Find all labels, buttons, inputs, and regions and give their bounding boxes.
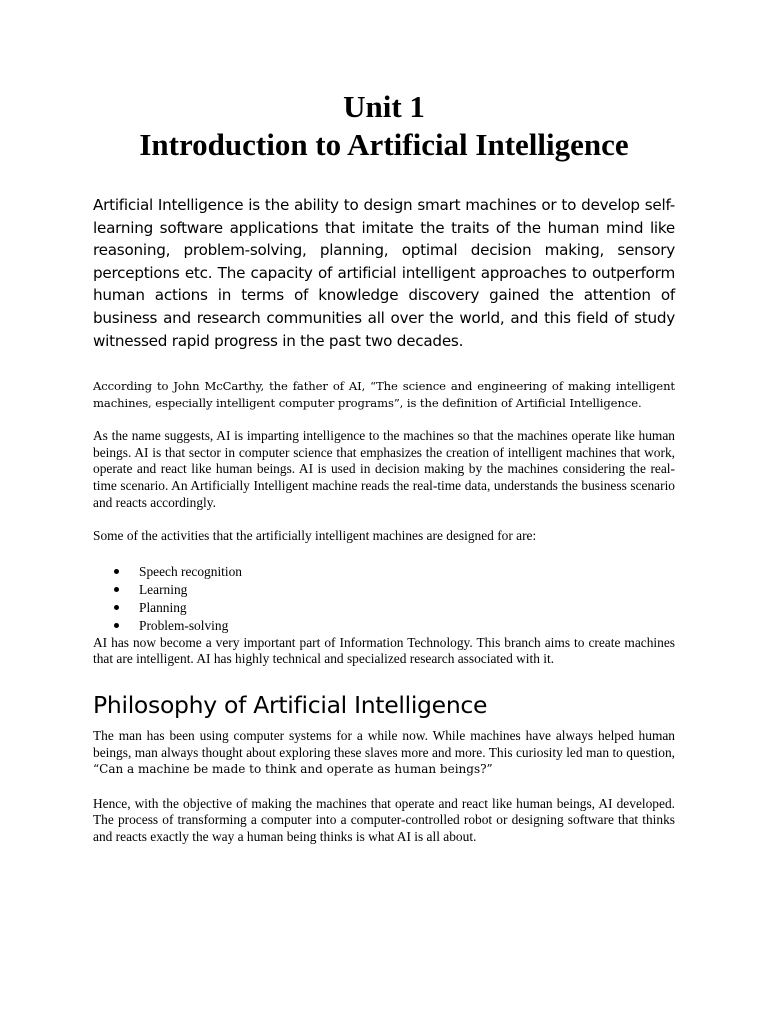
philosophy-paragraph-1 [93, 728, 675, 778]
list-item-label: Speech recognition [139, 563, 242, 579]
list-item [114, 599, 675, 617]
philosophy-paragraph-1-text: The man has been using computer systems for a while now. While machines have always helped human beings, man always thought about exploring these slaves more and more. This curiosity led man to question, [93, 727, 675, 760]
unit-title: Unit 1 [343, 89, 425, 124]
list-item [114, 617, 675, 635]
section-heading-philosophy: Philosophy of Artificial Intelligence [93, 690, 488, 719]
list-item [114, 563, 675, 581]
list-item-label: Problem-solving [139, 617, 229, 633]
bullet-icon [114, 605, 119, 610]
intro-paragraph: Artificial Intelligence is the ability to design smart machines or to develop self-learning software applications that imitate the traits of the human mind like reasoning, problem-solving, planning, optimal decision making, sensory perceptions etc. The capacity of artificial intelligent approaches to outperform human actions in terms of knowledge discovery gained the attention of business and research communities all over the world, and this field of study witnessed rapid progress in the past two decades. [93, 196, 675, 350]
chapter-title: Introduction to Artificial Intelligence [139, 127, 629, 162]
list-item [114, 581, 675, 599]
activities-intro: Some of the activities that the artificially intelligent machines are designed for are: [93, 528, 537, 544]
philosophy-paragraph-2: Hence, with the objective of making the machines that operate and react like human beings, AI developed. The process of transforming a computer into a computer-controlled robot or designing software that thinks and reacts exactly the way a human being thinks is what AI is all about. [93, 795, 675, 844]
mccarthy-quote-paragraph: According to John McCarthy, the father of AI, “The science and engineering of making intelligent machines, especially intelligent computer programs”, is the definition of Artificial Intelligence. [93, 379, 675, 410]
bullet-icon [114, 587, 119, 592]
document-page [93, 88, 675, 845]
it-paragraph: AI has now become a very important part of Information Technology. This branch aims to create machines that are intelligent. AI has highly technical and specialized research associated with it. [93, 634, 675, 667]
name-paragraph: As the name suggests, AI is imparting intelligence to the machines so that the machines operate like human beings. AI is that sector in computer science that emphasizes the creation of intelligent machines that work, operate and react like human beings. AI is used in decision making by the machines considering the real-time scenario. An Artificially Intelligent machine reads the real-time data, understands the business scenario and reacts accordingly. [93, 428, 675, 510]
bullet-icon [114, 623, 119, 628]
list-item-label: Planning [139, 599, 187, 615]
philosophy-question: “Can a machine be made to think and operate as human beings?” [93, 762, 493, 777]
document-title [93, 88, 675, 164]
bullet-icon [114, 569, 119, 574]
activities-list [93, 563, 675, 635]
list-item-label: Learning [139, 581, 188, 597]
